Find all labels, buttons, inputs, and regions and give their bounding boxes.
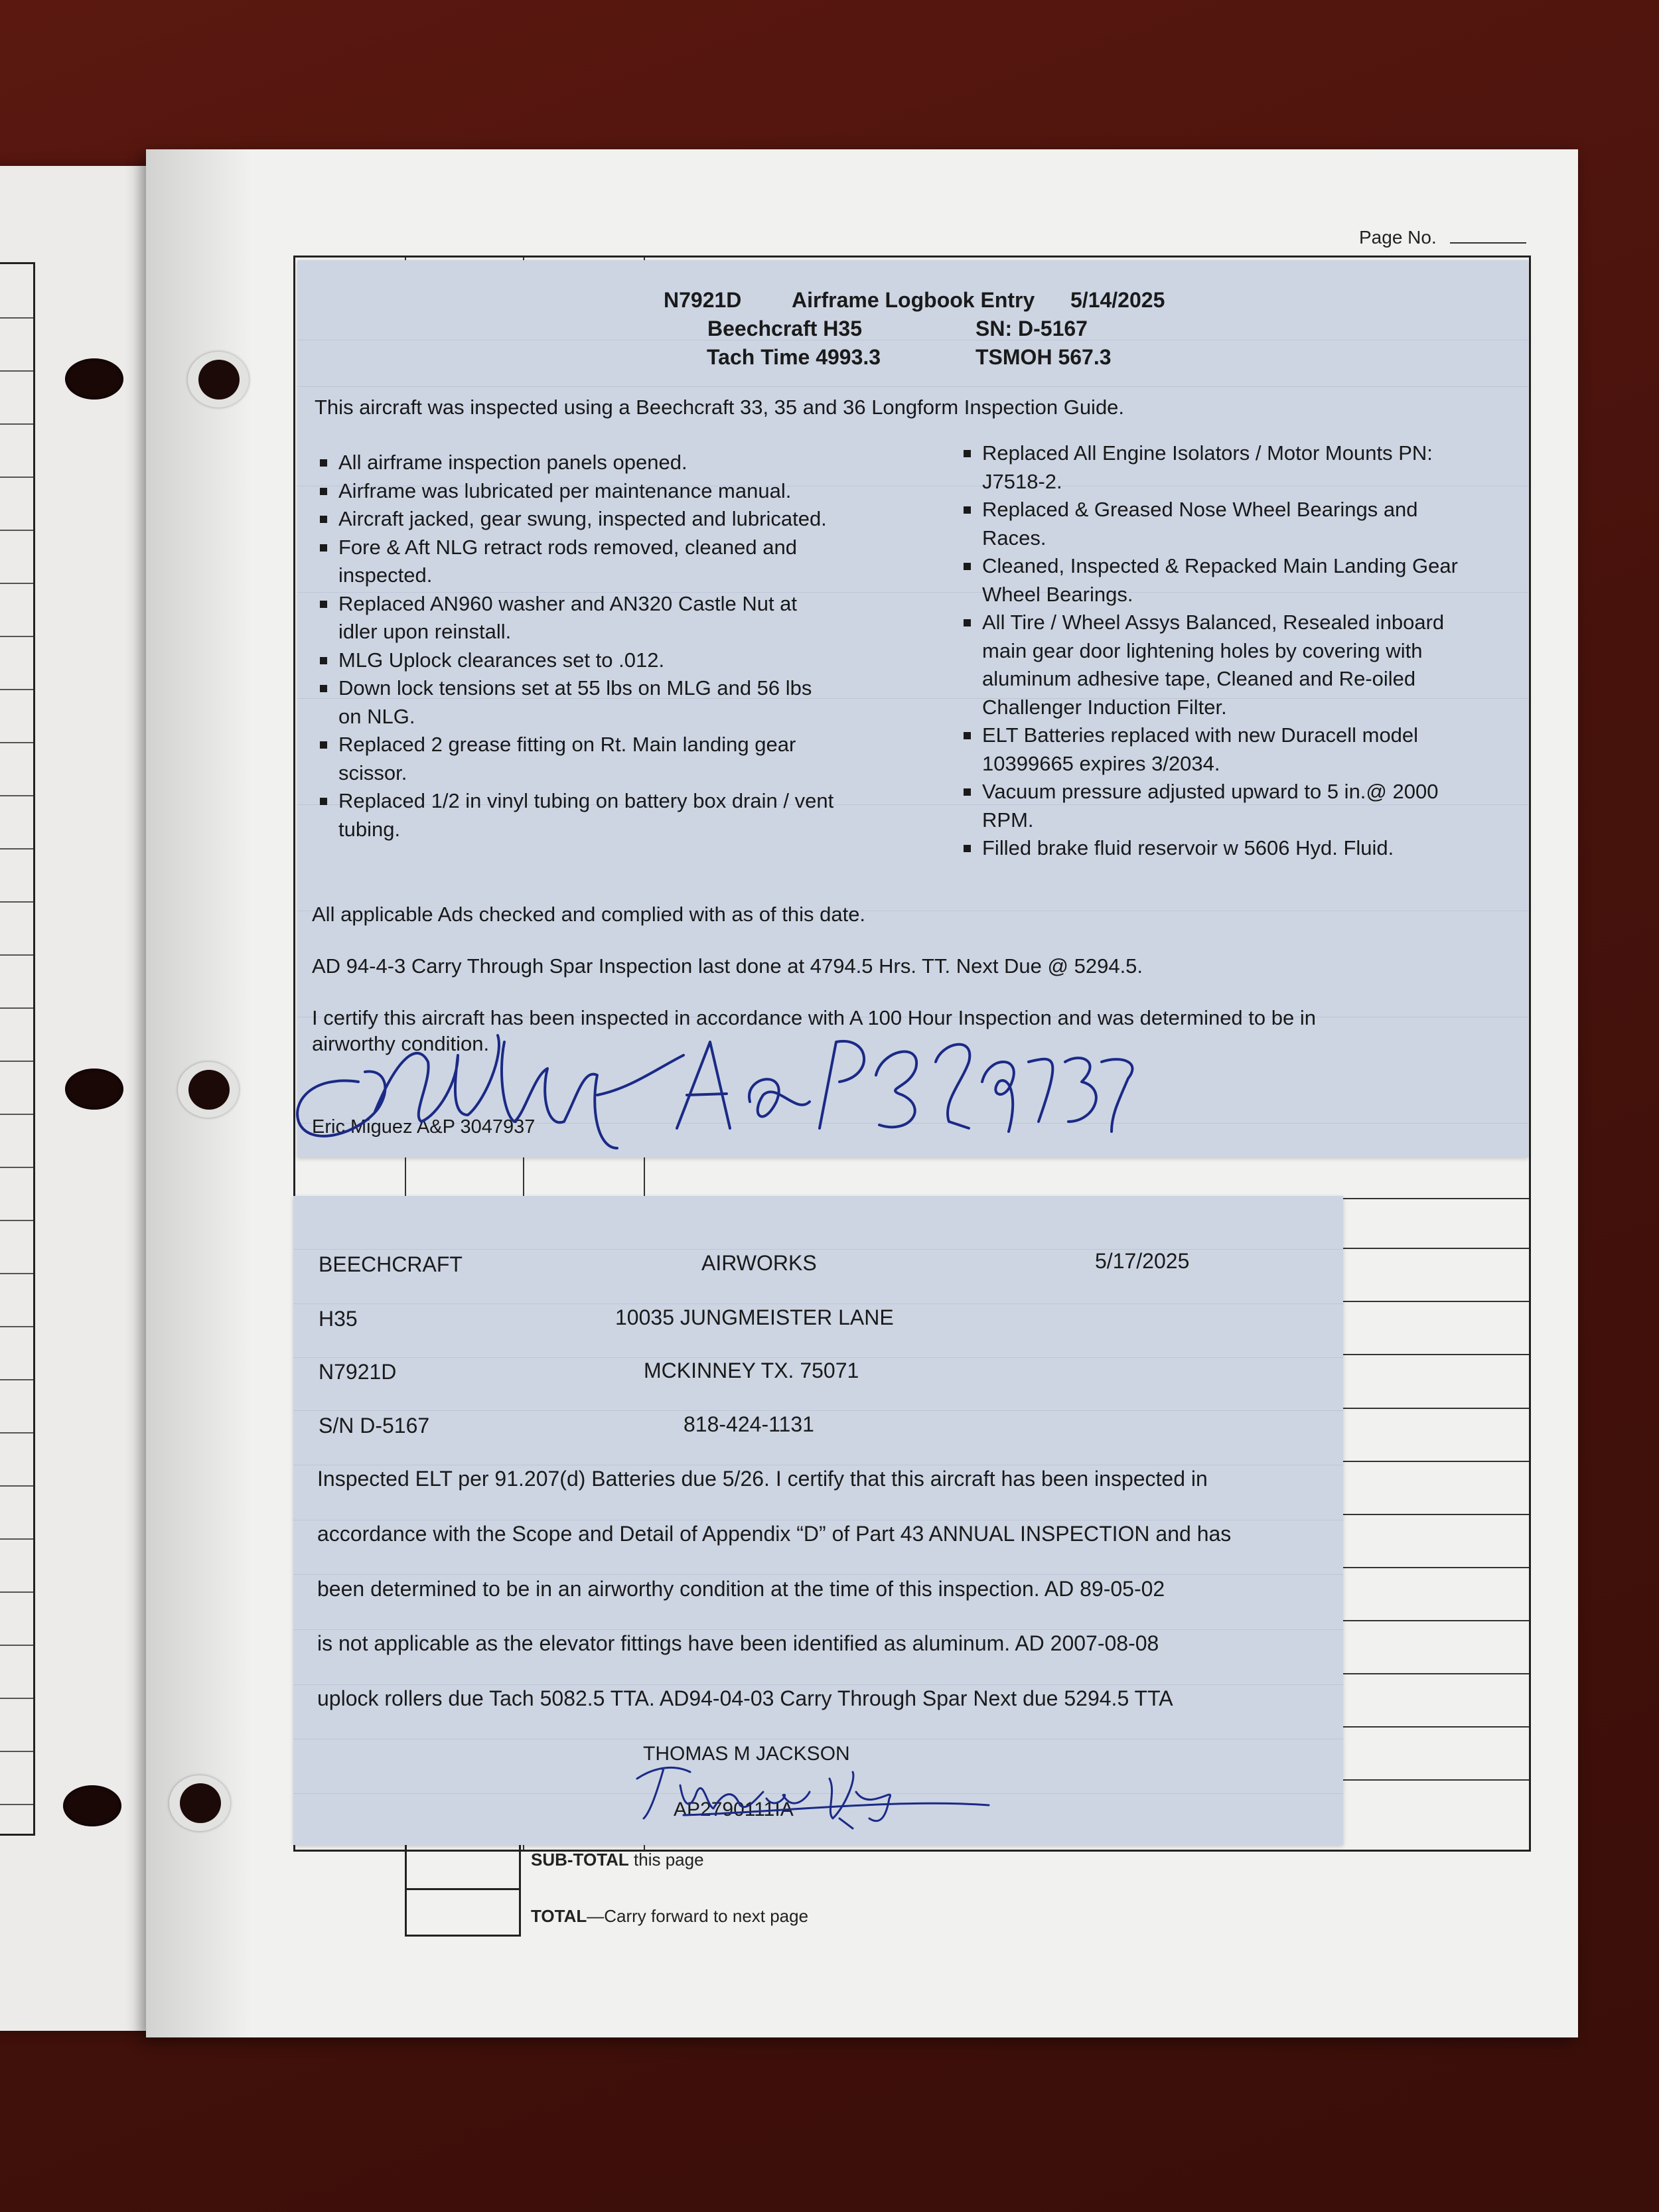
left-checklist-item-text: Aircraft jacked, gear swung, inspected and lubricated. — [338, 507, 827, 530]
subtotal-box — [405, 1844, 521, 1937]
entry2-phone: 818-424-1131 — [684, 1412, 814, 1436]
facing-page-row-line — [0, 583, 33, 584]
handwritten-signature-thomas-jackson — [617, 1752, 995, 1832]
right-checklist-item-text: Replaced All Engine Isolators / Motor Mounts PN: — [982, 441, 1433, 465]
left-checklist-item-text: Down lock tensions set at 55 lbs on MLG and 56 lbs — [338, 676, 812, 700]
entry2-text-line-5: uplock rollers due Tach 5082.5 TTA. AD94-04-03 Carry Through Spar Next due 5294.5 TTA — [317, 1686, 1173, 1710]
entry2-serial: S/N D-5167 — [319, 1414, 430, 1438]
entry2-model: H35 — [319, 1307, 358, 1331]
right-checklist-item — [961, 778, 1518, 834]
facing-page-row-line — [0, 954, 33, 956]
facing-page-row-line — [0, 1220, 33, 1221]
right-checklist-item — [961, 552, 1518, 609]
left-checklist-item — [317, 590, 934, 646]
entry1-right-checklist — [961, 439, 1518, 863]
entry2-shop-name: AIRWORKS — [701, 1251, 817, 1275]
facing-page-row-line — [0, 795, 33, 796]
facing-page-row-line — [0, 1804, 33, 1805]
entry2-inspector-name: THOMAS M JACKSON — [643, 1743, 850, 1765]
total-label: TOTAL—Carry forward to next page — [531, 1906, 809, 1926]
facing-page-row-line — [0, 477, 33, 478]
facing-page-row-line — [0, 742, 33, 743]
left-checklist-item-text: All airframe inspection panels opened. — [338, 451, 687, 474]
entry1-model: Beechcraft H35 — [707, 317, 862, 340]
left-checklist-item — [317, 449, 934, 477]
left-checklist-item-text: Replaced 2 grease fitting on Rt. Main landing gear — [338, 733, 796, 756]
entry2-make: BEECHCRAFT — [319, 1252, 463, 1276]
entry2-tail-number: N7921D — [319, 1360, 397, 1384]
facing-page-row-line — [0, 1591, 33, 1593]
entry1-intro: This aircraft was inspected using a Beechcraft 33, 35 and 36 Longform Inspection Guide. — [315, 396, 1125, 419]
right-checklist-item — [961, 609, 1518, 721]
entry1-tsmoh: TSMOH 567.3 — [975, 345, 1112, 369]
entry2-address: 10035 JUNGMEISTER LANE — [615, 1305, 894, 1329]
right-checklist-item-text: RPM. — [982, 808, 1034, 832]
right-checklist-item-text: ELT Batteries replaced with new Duracell model — [982, 723, 1419, 747]
facing-page-row-line — [0, 1485, 33, 1487]
punch-hole — [63, 1785, 121, 1826]
facing-page-row-line — [0, 423, 33, 425]
left-checklist-item — [317, 787, 934, 844]
left-checklist-item-text: Replaced 1/2 in vinyl tubing on battery box drain / vent — [338, 789, 834, 812]
logbook-entry-sticker-2 — [293, 1196, 1343, 1845]
subtotal-divider — [405, 1888, 521, 1890]
page-number-blank — [1450, 242, 1526, 244]
right-checklist-item-text: Cleaned, Inspected & Repacked Main Landing Gear — [982, 554, 1458, 577]
entry1-tach-time: Tach Time 4993.3 — [707, 345, 881, 369]
entry1-printed-signer: Eric Miguez A&P 3047937 — [312, 1116, 536, 1138]
right-checklist-item-text: All Tire / Wheel Assys Balanced, Resealed inboard — [982, 611, 1445, 634]
right-checklist-item-text: Filled brake fluid reservoir w 5606 Hyd. Fluid. — [982, 836, 1394, 859]
entry1-serial: SN: D-5167 — [975, 317, 1088, 340]
left-checklist-item — [317, 534, 934, 590]
left-checklist-item-text: Airframe was lubricated per maintenance manual. — [338, 479, 792, 502]
left-checklist-item — [317, 674, 934, 731]
left-checklist-item-text: on NLG. — [338, 704, 415, 728]
right-checklist-item — [961, 496, 1518, 552]
subtotal-label: SUB-TOTAL this page — [531, 1850, 704, 1870]
right-checklist-item-text: J7518-2. — [982, 469, 1062, 493]
right-checklist-item-text: Replaced & Greased Nose Wheel Bearings and — [982, 498, 1418, 521]
facing-page-row-line — [0, 1379, 33, 1380]
right-checklist-item-text: Wheel Bearings. — [982, 582, 1133, 606]
entry2-city: MCKINNEY TX. 75071 — [644, 1359, 859, 1382]
left-checklist-item — [317, 731, 934, 787]
facing-page-row-line — [0, 689, 33, 690]
facing-page-row-line — [0, 1751, 33, 1752]
facing-page-row-line — [0, 1273, 33, 1274]
facing-page-row-line — [0, 636, 33, 637]
left-checklist-item — [317, 477, 934, 506]
left-checklist-item-text: scissor. — [338, 761, 407, 784]
entry1-certification-line-1: I certify this aircraft has been inspected in accordance with A 100 Hour Inspection and was determined to be in — [312, 1006, 1316, 1029]
left-checklist-item — [317, 646, 934, 675]
entry2-text-line-1: Inspected ELT per 91.207(d) Batteries due 5/26. I certify that this aircraft has been inspected in — [317, 1467, 1208, 1491]
right-checklist-item-text: aluminum adhesive tape, Cleaned and Re-oiled — [982, 667, 1416, 690]
left-checklist-item-text: Replaced AN960 washer and AN320 Castle Nut at — [338, 591, 798, 615]
facing-page-row-line — [0, 370, 33, 372]
facing-page-row-line — [0, 317, 33, 319]
facing-page-ruled-table — [0, 262, 35, 1836]
punch-hole — [65, 1069, 123, 1110]
left-checklist-item-text: tubing. — [338, 817, 401, 841]
entry2-text-line-3: been determined to be in an airworthy condition at the time of this inspection. AD 89-05-02 — [317, 1577, 1165, 1601]
entry1-certification-line-2: airworthy condition. — [312, 1032, 490, 1055]
facing-page-row-line — [0, 1645, 33, 1646]
handwritten-signature-eric-miguez — [285, 1015, 1141, 1168]
left-checklist-item-text: MLG Uplock clearances set to .012. — [338, 648, 665, 672]
left-checklist-item-text: Fore & Aft NLG retract rods removed, cleaned and — [338, 535, 797, 559]
facing-page-row-line — [0, 1326, 33, 1327]
right-checklist-item-text: Challenger Induction Filter. — [982, 695, 1227, 719]
facing-page-row-line — [0, 1114, 33, 1115]
entry2-inspector-cert: AP2790111IA — [674, 1799, 794, 1820]
facing-page-row-line — [0, 1167, 33, 1168]
punch-hole — [65, 358, 123, 400]
facing-page-row-line — [0, 1007, 33, 1009]
left-checklist-item-text: idler upon reinstall. — [338, 620, 512, 643]
entry2-date: 5/17/2025 — [1095, 1249, 1190, 1273]
facing-page-row-line — [0, 1538, 33, 1540]
facing-page-row-line — [0, 1061, 33, 1062]
entry1-ad-spar-statement: AD 94-4-3 Carry Through Spar Inspection last done at 4794.5 Hrs. TT. Next Due @ 5294.5. — [312, 954, 1143, 978]
entry1-tail-number: N7921D — [664, 288, 742, 312]
right-checklist-item-text: Vacuum pressure adjusted upward to 5 in.@ 2000 — [982, 780, 1439, 803]
left-checklist-item-text: inspected. — [338, 563, 433, 587]
punch-hole — [188, 352, 249, 407]
entry2-text-line-4: is not applicable as the elevator fittings have been identified as aluminum. AD 2007-08-08 — [317, 1631, 1159, 1655]
entry1-title: Airframe Logbook Entry — [792, 288, 1035, 312]
entry1-left-checklist — [317, 449, 934, 844]
entry1-ads-statement: All applicable Ads checked and complied with as of this date. — [312, 903, 866, 926]
right-checklist-item — [961, 721, 1518, 778]
left-checklist-item — [317, 505, 934, 534]
facing-page-row-line — [0, 901, 33, 903]
page-number-label: Page No. — [1359, 227, 1437, 248]
entry2-text-line-2: accordance with the Scope and Detail of Appendix “D” of Part 43 ANNUAL INSPECTION and has — [317, 1522, 1232, 1546]
right-checklist-item-text: Races. — [982, 526, 1046, 550]
facing-page-row-line — [0, 848, 33, 849]
facing-page-row-line — [0, 530, 33, 531]
facing-page-row-line — [0, 1432, 33, 1434]
punch-hole — [178, 1062, 239, 1118]
right-checklist-item — [961, 439, 1518, 496]
right-checklist-item-text: 10399665 expires 3/2034. — [982, 751, 1220, 775]
punch-hole — [169, 1775, 230, 1831]
right-checklist-item-text: main gear door lightening holes by covering with — [982, 638, 1423, 662]
entry1-date: 5/14/2025 — [1070, 288, 1165, 312]
facing-page-row-line — [0, 1698, 33, 1699]
right-checklist-item — [961, 834, 1518, 863]
